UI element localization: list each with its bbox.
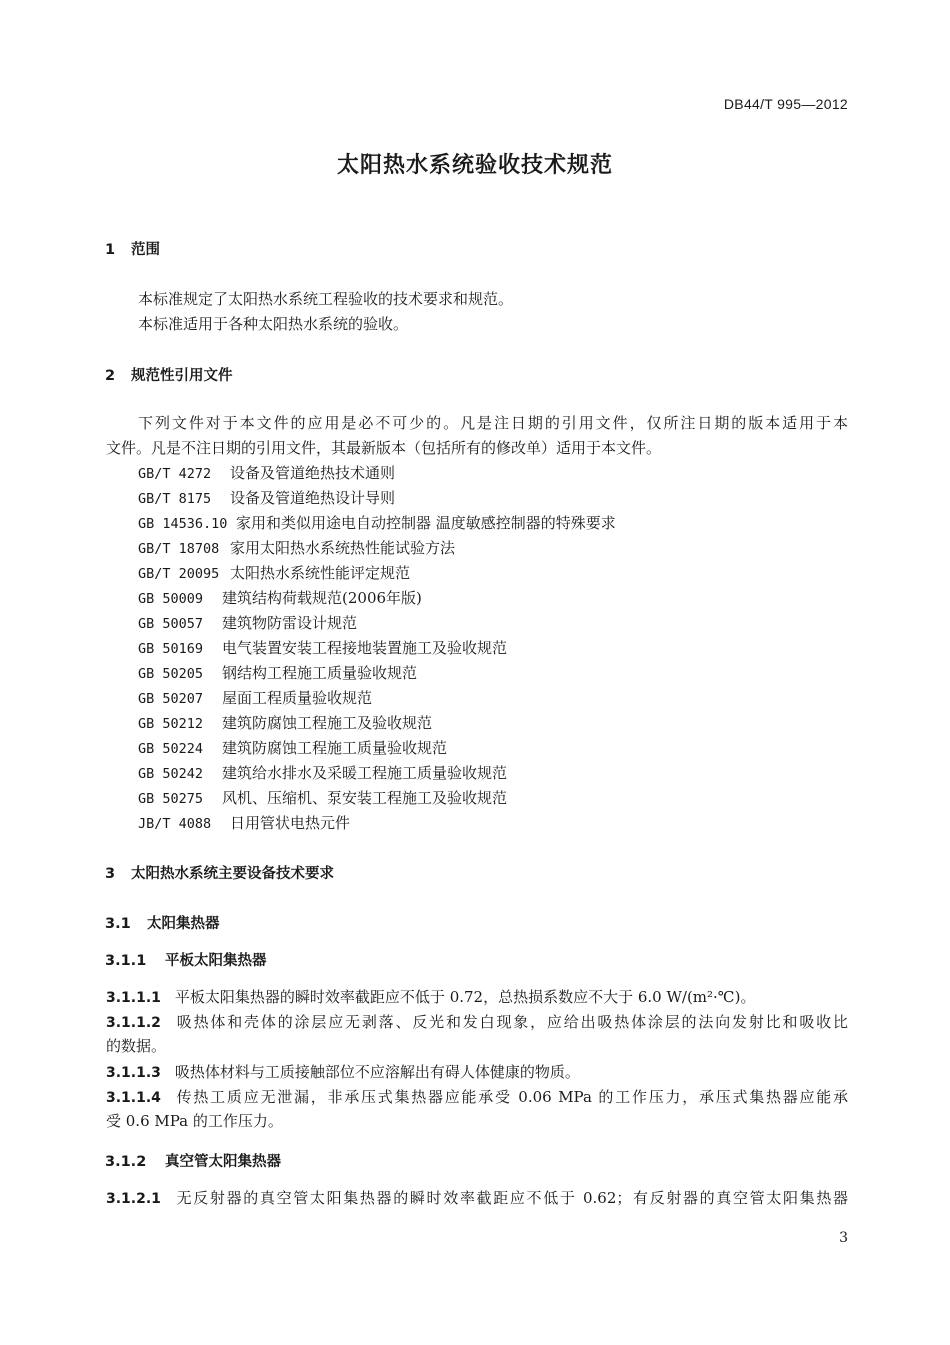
paragraph: 本标准适用于各种太阳热水系统的验收。 [138, 315, 409, 333]
clause-3-1-1-1 [106, 985, 848, 1011]
reference-code: GB 50169 [138, 641, 204, 657]
subsection-number: 3.1.1 [105, 953, 147, 969]
reference-item [138, 612, 357, 633]
reference-code: GB 50275 [138, 791, 204, 807]
document-number: DB44/T 995—2012 [723, 96, 848, 112]
reference-item [138, 687, 372, 708]
section-3-heading [105, 862, 334, 883]
subsection-3-1-2-heading [105, 1150, 281, 1171]
reference-code: GB/T 18708 [138, 541, 220, 557]
reference-item [138, 637, 507, 658]
clause-text: 吸热体材料与工质接触部位不应溶解出有碍人体健康的物质。 [174, 1063, 580, 1081]
reference-code: JB/T 4088 [138, 816, 212, 832]
reference-item [138, 487, 395, 508]
subsection-title: 平板太阳集热器 [165, 953, 267, 969]
reference-code: GB/T 4272 [138, 466, 212, 482]
clause-number: 3.1.1.1 [106, 990, 161, 1006]
clause-number: 3.1.1.3 [106, 1065, 161, 1081]
page-number: 3 [839, 1230, 848, 1246]
reference-item [138, 512, 616, 533]
subsection-number: 3.1 [105, 916, 131, 932]
section-number: 1 [105, 242, 116, 258]
subsection-title: 真空管太阳集热器 [165, 1154, 281, 1170]
reference-title: 建筑防腐蚀工程施工及验收规范 [222, 714, 433, 732]
section-title: 范围 [131, 242, 160, 258]
reference-code: GB/T 20095 [138, 566, 220, 582]
section-1-heading [105, 238, 160, 259]
clause-number: 3.1.1.2 [106, 1015, 161, 1031]
section-title: 太阳热水系统主要设备技术要求 [131, 866, 334, 882]
reference-item [138, 462, 395, 483]
subsection-3-1-heading [105, 912, 220, 933]
section-title: 规范性引用文件 [131, 368, 233, 384]
section-2-heading [105, 364, 233, 385]
reference-title: 电气装置安装工程接地装置施工及验收规范 [222, 639, 508, 657]
subsection-number: 3.1.2 [105, 1154, 147, 1170]
reference-title: 太阳热水系统性能评定规范 [230, 564, 411, 582]
reference-item [138, 712, 432, 733]
subsection-title: 太阳集热器 [147, 916, 220, 932]
clause-text: 无反射器的真空管太阳集热器的瞬时效率截距应不低于 0.62；有反射器的真空管太阳集热器 [174, 1189, 848, 1207]
reference-code: GB/T 8175 [138, 491, 212, 507]
intro-paragraph-line: 文件。凡是不注日期的引用文件，其最新版本（包括所有的修改单）适用于本文件。 [106, 439, 662, 457]
reference-title: 家用太阳热水系统热性能试验方法 [230, 539, 456, 557]
clause-number: 3.1.1.4 [106, 1090, 161, 1106]
clause-text: 吸热体和壳体的涂层应无剥落、反光和发白现象，应给出吸热体涂层的法向发射比和吸收比 [174, 1013, 848, 1031]
reference-item [138, 737, 447, 758]
reference-code: GB 50207 [138, 691, 204, 707]
document-title: 太阳热水系统验收技术规范 [336, 153, 613, 178]
reference-title: 设备及管道绝热技术通则 [230, 464, 396, 482]
reference-code: GB 50212 [138, 716, 204, 732]
reference-title: 建筑物防雷设计规范 [222, 614, 358, 632]
reference-item [138, 787, 507, 808]
clause-text: 传热工质应无泄漏，非承压式集热器应能承受 0.06 MPa 的工作压力，承压式集热器应能承 [174, 1088, 848, 1106]
reference-item [138, 562, 410, 583]
reference-item [138, 662, 417, 683]
subsection-3-1-1-heading [105, 949, 267, 970]
reference-title: 家用和类似用途电自动控制器 温度敏感控制器的特殊要求 [236, 514, 616, 532]
clause-number: 3.1.2.1 [106, 1191, 161, 1207]
reference-code: GB 50057 [138, 616, 204, 632]
reference-code: GB 50242 [138, 766, 204, 782]
reference-title: 风机、压缩机、泵安装工程施工及验收规范 [222, 789, 508, 807]
clause-text: 平板太阳集热器的瞬时效率截距应不低于 0.72，总热损系数应不大于 6.0 W/(m²·℃)。 [174, 988, 756, 1006]
clause-continuation: 的数据。 [106, 1037, 167, 1055]
reference-code: GB 50224 [138, 741, 204, 757]
reference-title: 建筑给水排水及采暖工程施工质量验收规范 [222, 764, 508, 782]
reference-item [138, 587, 422, 608]
reference-code: GB 50205 [138, 666, 204, 682]
reference-title: 日用管状电热元件 [230, 814, 351, 832]
section-number: 2 [105, 368, 116, 384]
clause-3-1-1-2 [106, 1010, 848, 1036]
reference-title: 建筑防腐蚀工程施工质量验收规范 [222, 739, 448, 757]
intro-paragraph-line: 下列文件对于本文件的应用是必不可少的。凡是注日期的引用文件，仅所注日期的版本适用于本 [138, 414, 848, 432]
reference-item [138, 812, 350, 833]
paragraph: 本标准规定了太阳热水系统工程验收的技术要求和规范。 [138, 290, 514, 308]
reference-title: 屋面工程质量验收规范 [222, 689, 373, 707]
clause-continuation: 受 0.6 MPa 的工作压力。 [106, 1112, 283, 1130]
clause-3-1-1-4 [106, 1085, 848, 1111]
reference-code: GB 14536.10 [138, 516, 228, 532]
reference-title: 设备及管道绝热设计导则 [230, 489, 396, 507]
reference-title: 建筑结构荷载规范(2006年版) [222, 589, 422, 607]
section-number: 3 [105, 866, 116, 882]
reference-code: GB 50009 [138, 591, 204, 607]
reference-item [138, 537, 455, 558]
clause-3-1-1-3 [106, 1060, 848, 1086]
clause-3-1-2-1 [106, 1186, 848, 1212]
reference-item [138, 762, 507, 783]
reference-title: 钢结构工程施工质量验收规范 [222, 664, 418, 682]
